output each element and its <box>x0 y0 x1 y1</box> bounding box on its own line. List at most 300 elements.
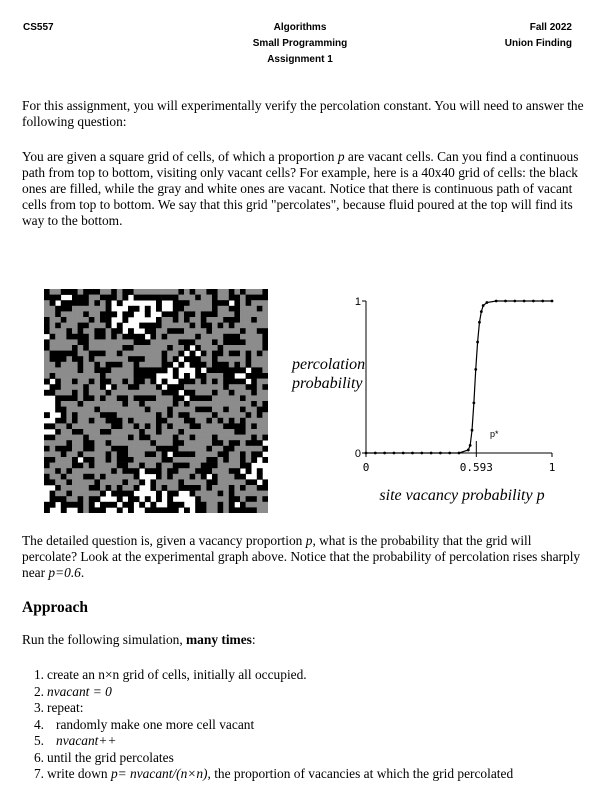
grid-cell-connected <box>50 362 56 368</box>
grid-cell-filled <box>134 468 140 474</box>
grid-cell-connected <box>229 407 235 413</box>
grid-cell-connected <box>251 328 257 334</box>
grid-cell-filled <box>190 451 196 457</box>
grid-cell-connected <box>201 423 207 429</box>
grid-cell-filled <box>206 468 212 474</box>
grid-cell-connected <box>117 339 123 345</box>
grid-cell-filled <box>55 356 61 362</box>
grid-cell-connected <box>100 485 106 491</box>
grid-cell-filled <box>150 323 156 329</box>
grid-cell-filled <box>111 502 117 508</box>
grid-cell-connected <box>184 479 190 485</box>
grid-cell-connected <box>206 384 212 390</box>
grid-cell-connected <box>89 306 95 312</box>
grid-cell-filled <box>212 367 218 373</box>
grid-cell-connected <box>61 435 67 441</box>
grid-cell-connected <box>190 407 196 413</box>
grid-cell-connected <box>61 334 67 340</box>
grid-cell-connected <box>190 334 196 340</box>
grid-cell-connected <box>44 356 50 362</box>
grid-cell-connected <box>61 485 67 491</box>
grid-cell-filled <box>229 379 235 385</box>
chart-point <box>474 368 477 371</box>
chart-point <box>471 429 474 432</box>
grid-cell-connected <box>246 407 252 413</box>
grid-cell-connected <box>145 440 151 446</box>
grid-cell-filled <box>206 407 212 413</box>
grid-cell-filled <box>78 451 84 457</box>
grid-cell-connected <box>206 295 212 301</box>
grid-cell-connected <box>72 440 78 446</box>
grid-cell-connected <box>223 440 229 446</box>
grid-cell-connected <box>156 345 162 351</box>
grid-cell-connected <box>100 468 106 474</box>
grid-cell-filled <box>229 390 235 396</box>
grid-cell-filled <box>44 379 50 385</box>
grid-cell-connected <box>223 429 229 435</box>
grid-cell-filled <box>178 289 184 295</box>
grid-cell-filled <box>251 496 257 502</box>
grid-cell-connected <box>184 328 190 334</box>
grid-cell-connected <box>128 367 134 373</box>
grid-cell-connected <box>251 418 257 424</box>
grid-cell-filled <box>246 300 252 306</box>
grid-cell-connected <box>251 412 257 418</box>
grid-cell-filled <box>251 295 257 301</box>
grid-cell-filled <box>145 395 151 401</box>
grid-cell-filled <box>229 306 235 312</box>
grid-cell-connected <box>61 345 67 351</box>
grid-cell-connected <box>72 468 78 474</box>
grid-cell-connected <box>234 446 240 452</box>
grid-cell-connected <box>156 407 162 413</box>
grid-cell-filled <box>234 496 240 502</box>
grid-cell-connected <box>212 507 218 513</box>
grid-cell-filled <box>61 507 67 513</box>
grid-cell-connected <box>156 435 162 441</box>
grid-cell-filled <box>94 485 100 491</box>
grid-cell-filled <box>184 485 190 491</box>
grid-cell-connected <box>94 440 100 446</box>
grid-cell-filled <box>262 295 268 301</box>
grid-cell-connected <box>134 289 140 295</box>
grid-cell-filled <box>229 323 235 329</box>
grid-cell-connected <box>100 362 106 368</box>
grid-cell-connected <box>89 300 95 306</box>
grid-cell-connected <box>257 435 263 441</box>
grid-cell-connected <box>212 418 218 424</box>
grid-cell-filled <box>178 440 184 446</box>
grid-cell-filled <box>61 306 67 312</box>
grid-cell-filled <box>229 351 235 357</box>
grid-cell-connected <box>89 362 95 368</box>
grid-cell-connected <box>117 479 123 485</box>
grid-cell-connected <box>223 289 229 295</box>
grid-cell-filled <box>44 339 50 345</box>
grid-cell-connected <box>240 390 246 396</box>
grid-cell-connected <box>106 345 112 351</box>
grid-cell-filled <box>190 423 196 429</box>
grid-cell-filled <box>145 339 151 345</box>
grid-cell-filled <box>139 334 145 340</box>
grid-cell-connected <box>156 485 162 491</box>
grid-cell-filled <box>162 379 168 385</box>
grid-cell-connected <box>223 496 229 502</box>
grid-cell-filled <box>94 289 100 295</box>
grid-cell-connected <box>195 479 201 485</box>
chart-x-tick-label: 0.593 <box>459 461 493 474</box>
grid-cell-filled <box>167 496 173 502</box>
grid-cell-filled <box>156 491 162 497</box>
grid-cell-connected <box>251 351 257 357</box>
grid-cell-connected <box>145 418 151 424</box>
grid-cell-filled <box>257 367 263 373</box>
grid-cell-connected <box>173 423 179 429</box>
grid-cell-connected <box>201 295 207 301</box>
grid-cell-filled <box>173 507 179 513</box>
grid-cell-connected <box>128 485 134 491</box>
grid-cell-filled <box>173 356 179 362</box>
grid-cell-connected <box>50 440 56 446</box>
grid-cell-filled <box>190 351 196 357</box>
grid-cell-connected <box>150 351 156 357</box>
grid-cell-filled <box>173 317 179 323</box>
grid-cell-filled <box>190 491 196 497</box>
grid-cell-filled <box>246 440 252 446</box>
grid-cell-connected <box>117 440 123 446</box>
grid-cell-filled <box>184 418 190 424</box>
grid-cell-filled <box>190 474 196 480</box>
grid-cell-connected <box>94 457 100 463</box>
grid-cell-connected <box>201 356 207 362</box>
step-number: 1. <box>33 667 44 682</box>
grid-cell-filled <box>162 446 168 452</box>
grid-cell-filled <box>150 468 156 474</box>
grid-cell-connected <box>89 401 95 407</box>
grid-cell-connected <box>134 429 140 435</box>
grid-cell-filled <box>173 502 179 508</box>
grid-cell-filled <box>201 502 207 508</box>
grid-cell-connected <box>262 351 268 357</box>
grid-cell-filled <box>117 328 123 334</box>
grid-cell-connected <box>246 451 252 457</box>
grid-cell-filled <box>162 390 168 396</box>
grid-cell-filled <box>66 289 72 295</box>
grid-cell-connected <box>223 351 229 357</box>
grid-cell-connected <box>262 317 268 323</box>
grid-cell-filled <box>178 306 184 312</box>
grid-cell-connected <box>257 345 263 351</box>
chart-point <box>486 301 489 304</box>
grid-cell-connected <box>44 306 50 312</box>
grid-cell-connected <box>173 485 179 491</box>
grid-cell-filled <box>234 440 240 446</box>
grid-cell-filled <box>234 468 240 474</box>
grid-cell-connected <box>234 491 240 497</box>
grid-cell-connected <box>162 479 168 485</box>
grid-cell-connected <box>78 351 84 357</box>
grid-cell-filled <box>206 395 212 401</box>
grid-cell-filled <box>162 451 168 457</box>
header-title-line: Algorithms <box>273 22 327 33</box>
chart-point <box>482 304 485 307</box>
grid-cell-connected <box>50 446 56 452</box>
grid-cell-connected <box>195 317 201 323</box>
grid-cell-connected <box>66 356 72 362</box>
grid-cell-filled <box>223 334 229 340</box>
grid-cell-filled <box>94 367 100 373</box>
grid-cell-filled <box>173 491 179 497</box>
grid-cell-connected <box>234 463 240 469</box>
grid-cell-connected <box>111 485 117 491</box>
grid-cell-filled <box>195 334 201 340</box>
grid-cell-connected <box>66 401 72 407</box>
grid-cell-connected <box>201 412 207 418</box>
grid-cell-connected <box>156 362 162 368</box>
grid-cell-connected <box>167 395 173 401</box>
chart-point <box>411 452 414 455</box>
grid-cell-connected <box>66 418 72 424</box>
grid-cell-filled <box>100 395 106 401</box>
grid-cell-connected <box>94 451 100 457</box>
grid-cell-filled <box>111 423 117 429</box>
grid-cell-connected <box>162 289 168 295</box>
grid-cell-connected <box>66 345 72 351</box>
grid-cell-connected <box>229 384 235 390</box>
grid-cell-connected <box>72 479 78 485</box>
grid-cell-filled <box>206 446 212 452</box>
grid-cell-filled <box>117 446 123 452</box>
grid-cell-connected <box>195 379 201 385</box>
grid-cell-connected <box>218 446 224 452</box>
grid-cell-connected <box>251 311 257 317</box>
grid-cell-filled <box>178 412 184 418</box>
grid-cell-connected <box>246 423 252 429</box>
grid-cell-connected <box>122 351 128 357</box>
grid-cell-filled <box>212 356 218 362</box>
grid-cell-connected <box>195 412 201 418</box>
grid-cell-connected <box>162 429 168 435</box>
grid-cell-connected <box>83 401 89 407</box>
grid-cell-filled <box>234 367 240 373</box>
grid-cell-filled <box>134 373 140 379</box>
grid-cell-connected <box>122 356 128 362</box>
grid-cell-filled <box>184 345 190 351</box>
grid-cell-connected <box>150 457 156 463</box>
grid-cell-connected <box>195 323 201 329</box>
grid-cell-filled <box>212 300 218 306</box>
grid-cell-filled <box>150 373 156 379</box>
grid-cell-connected <box>55 289 61 295</box>
grid-cell-connected <box>134 479 140 485</box>
grid-cell-filled <box>100 384 106 390</box>
step-number: 3. <box>33 700 44 715</box>
grid-cell-connected <box>44 300 50 306</box>
grid-cell-filled <box>246 384 252 390</box>
grid-cell-connected <box>218 339 224 345</box>
grid-cell-connected <box>178 468 184 474</box>
grid-cell-filled <box>150 507 156 513</box>
grid-cell-connected <box>72 491 78 497</box>
grid-cell-connected <box>94 295 100 301</box>
grid-cell-connected <box>139 418 145 424</box>
grid-cell-filled <box>66 306 72 312</box>
grid-cell-filled <box>72 379 78 385</box>
grid-cell-connected <box>94 390 100 396</box>
grid-cell-filled <box>206 485 212 491</box>
grid-cell-filled <box>55 384 61 390</box>
grid-cell-filled <box>122 395 128 401</box>
grid-cell-filled <box>128 328 134 334</box>
grid-cell-filled <box>262 485 268 491</box>
grid-cell-connected <box>117 390 123 396</box>
grid-cell-connected <box>83 468 89 474</box>
grid-cell-connected <box>117 295 123 301</box>
chart-point <box>478 321 481 324</box>
grid-cell-connected <box>257 362 263 368</box>
grid-cell-filled <box>167 474 173 480</box>
header-term-block <box>505 20 572 52</box>
grid-cell-filled <box>106 311 112 317</box>
grid-cell-connected <box>61 328 67 334</box>
grid-cell-connected <box>61 401 67 407</box>
grid-cell-filled <box>72 395 78 401</box>
grid-cell-filled <box>257 306 263 312</box>
grid-cell-filled <box>184 463 190 469</box>
grid-cell-filled <box>89 418 95 424</box>
grid-cell-connected <box>72 496 78 502</box>
chart-point <box>420 452 423 455</box>
grid-cell-connected <box>72 485 78 491</box>
grid-cell-connected <box>61 423 67 429</box>
grid-cell-connected <box>173 345 179 351</box>
grid-cell-filled <box>139 435 145 441</box>
grid-cell-filled <box>117 300 123 306</box>
grid-cell-filled <box>201 463 207 469</box>
grid-cell-filled <box>206 457 212 463</box>
grid-cell-connected <box>106 373 112 379</box>
grid-cell-connected <box>190 295 196 301</box>
grid-cell-connected <box>117 367 123 373</box>
grid-cell-connected <box>246 485 252 491</box>
grid-cell-filled <box>246 412 252 418</box>
grid-cell-connected <box>139 451 145 457</box>
grid-cell-filled <box>173 401 179 407</box>
grid-cell-connected <box>89 435 95 441</box>
grid-cell-filled <box>240 507 246 513</box>
grid-cell-connected <box>190 446 196 452</box>
grid-cell-connected <box>55 440 61 446</box>
grid-cell-filled <box>229 468 235 474</box>
grid-cell-connected <box>66 362 72 368</box>
grid-cell-filled <box>240 474 246 480</box>
grid-cell-filled <box>190 435 196 441</box>
grid-cell-connected <box>128 440 134 446</box>
grid-cell-connected <box>218 384 224 390</box>
grid-cell-connected <box>100 407 106 413</box>
grid-cell-filled <box>122 468 128 474</box>
grid-cell-filled <box>229 502 235 508</box>
grid-cell-filled <box>55 446 61 452</box>
grid-cell-filled <box>145 311 151 317</box>
grid-cell-connected <box>83 479 89 485</box>
grid-cell-connected <box>117 334 123 340</box>
grid-cell-filled <box>83 311 89 317</box>
grid-cell-filled <box>66 479 72 485</box>
grid-cell-connected <box>78 446 84 452</box>
grid-cell-filled <box>251 401 257 407</box>
grid-cell-filled <box>257 474 263 480</box>
grid-cell-connected <box>50 367 56 373</box>
detail-paragraph <box>22 533 588 581</box>
grid-cell-filled <box>106 300 112 306</box>
grid-cell-connected <box>50 474 56 480</box>
grid-cell-filled <box>122 451 128 457</box>
grid-cell-connected <box>229 311 235 317</box>
grid-cell-filled <box>240 395 246 401</box>
grid-cell-connected <box>89 451 95 457</box>
chart-point <box>448 452 451 455</box>
grid-cell-filled <box>94 334 100 340</box>
grid-cell-filled <box>44 412 50 418</box>
grid-cell-filled <box>50 479 56 485</box>
grid-cell-connected <box>190 468 196 474</box>
grid-cell-connected <box>89 390 95 396</box>
grid-cell-filled <box>72 429 78 435</box>
grid-cell-filled <box>78 429 84 435</box>
grid-cell-connected <box>246 334 252 340</box>
grid-cell-connected <box>167 351 173 357</box>
header-title-line: Small Programming <box>252 38 348 49</box>
grid-cell-connected <box>201 446 207 452</box>
grid-cell-filled <box>167 407 173 413</box>
grid-cell-connected <box>100 390 106 396</box>
grid-cell-connected <box>162 345 168 351</box>
grid-cell-filled <box>89 507 95 513</box>
grid-cell-connected <box>128 463 134 469</box>
grid-cell-filled <box>83 457 89 463</box>
grid-cell-filled <box>44 435 50 441</box>
grid-cell-connected <box>251 300 257 306</box>
grid-cell-filled <box>156 418 162 424</box>
grid-cell-filled <box>78 502 84 508</box>
grid-cell-filled <box>184 412 190 418</box>
grid-cell-connected <box>156 334 162 340</box>
grid-cell-connected <box>128 339 134 345</box>
grid-cell-filled <box>55 429 61 435</box>
grid-cell-filled <box>106 485 112 491</box>
grid-cell-filled <box>150 440 156 446</box>
grid-cell-connected <box>251 395 257 401</box>
grid-cell-connected <box>111 407 117 413</box>
grid-cell-filled <box>139 379 145 385</box>
grid-cell-filled <box>83 435 89 441</box>
grid-cell-connected <box>201 457 207 463</box>
grid-cell-filled <box>83 446 89 452</box>
grid-cell-filled <box>117 351 123 357</box>
grid-cell-connected <box>201 390 207 396</box>
grid-cell-filled <box>162 334 168 340</box>
grid-cell-filled <box>134 474 140 480</box>
grid-cell-connected <box>89 373 95 379</box>
grid-cell-connected <box>195 435 201 441</box>
grid-cell-connected <box>106 435 112 441</box>
grid-cell-filled <box>111 418 117 424</box>
grid-cell-filled <box>195 362 201 368</box>
grid-cell-filled <box>156 317 162 323</box>
grid-cell-filled <box>100 507 106 513</box>
grid-cell-filled <box>66 328 72 334</box>
